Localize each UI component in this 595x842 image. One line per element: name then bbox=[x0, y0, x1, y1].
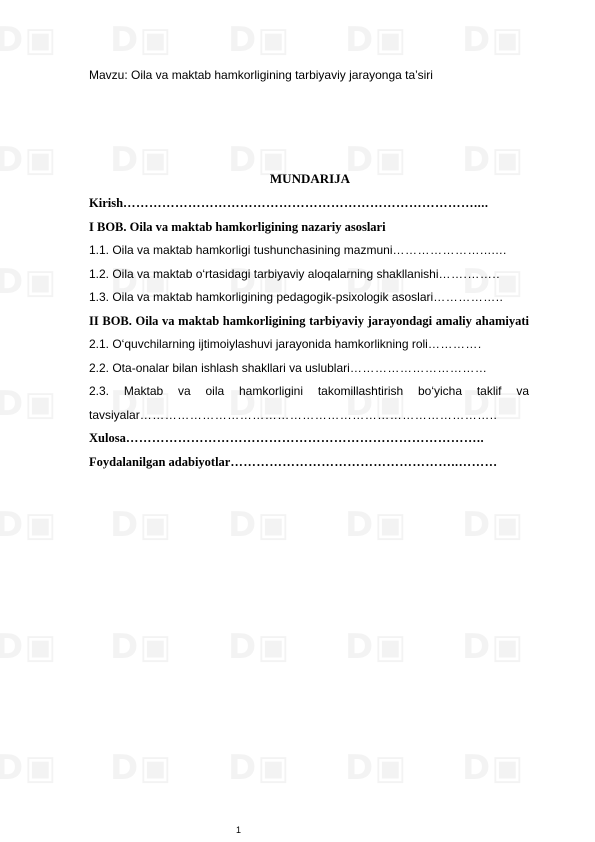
toc-leader-dots: ………………………………………………………………………….. bbox=[139, 407, 498, 422]
document-topic: Mavzu: Oila va maktab hamkorligining tarbiyaviy jarayonga ta’siri bbox=[89, 68, 433, 82]
toc-entry-1-1[interactable] bbox=[89, 239, 529, 263]
toc-chapter-2[interactable] bbox=[89, 310, 529, 334]
toc-entry-label: 1.3. Oila va maktab hamkorligining pedagogik-psixologik asoslari bbox=[89, 290, 434, 304]
toc-entry-2-3[interactable] bbox=[89, 380, 529, 427]
toc-leader-dots: ……………………………………………..……… bbox=[230, 454, 498, 469]
toc-leader-dots: …………. bbox=[427, 337, 482, 351]
toc-entry-label: Xulosa bbox=[89, 431, 126, 445]
toc-leader-dots: …………….. bbox=[433, 290, 504, 304]
toc-entry-references[interactable] bbox=[89, 451, 529, 475]
toc-entry-2-1[interactable] bbox=[89, 333, 529, 357]
toc-entry-1-3[interactable] bbox=[89, 286, 529, 310]
toc-chapter-1[interactable] bbox=[89, 216, 529, 240]
toc-leader-dots: …….…….. bbox=[438, 266, 501, 281]
table-of-contents bbox=[89, 192, 529, 474]
toc-entry-label: 2.3. Maktab va oila hamkorligini takomillashtirish bo‘yicha taklif va tavsiyalar bbox=[89, 384, 529, 422]
toc-entry-label: 2.1. O‘quvchilarning ijtimoiylashuvi jarayonida hamkorlikning roli bbox=[89, 337, 428, 351]
toc-entry-label: 1.1. Oila va maktab hamkorligi tushunchasining mazmuni bbox=[89, 243, 393, 257]
toc-leader-dots: ……………………………………………………………………….. bbox=[125, 431, 485, 445]
toc-entry-conclusion[interactable] bbox=[89, 427, 529, 451]
toc-entry-2-2[interactable] bbox=[89, 357, 529, 381]
toc-entry-label: Kirish bbox=[89, 196, 124, 210]
toc-leader-dots: …………………....... bbox=[392, 243, 507, 257]
toc-leader-dots: …………………………… bbox=[349, 360, 488, 375]
page-number: 1 bbox=[236, 825, 242, 835]
toc-leader-dots: ……………………………………………………………………….... bbox=[123, 196, 489, 210]
toc-entry-label: 2.2. Ota-onalar bilan ishlash shakllari va uslublari bbox=[89, 360, 350, 375]
toc-entry-label: I BOB. Oila va maktab hamkorligining nazariy asoslari bbox=[89, 219, 386, 234]
toc-entry-label: II BOB. Oila va maktab hamkorligining tarbiyaviy jarayondagi amaliy ahamiyati bbox=[89, 313, 529, 328]
toc-entry-1-2[interactable] bbox=[89, 263, 529, 287]
page-title: MUNDARIJA bbox=[269, 171, 351, 186]
toc-entry-label: Foydalanilgan adabiyotlar bbox=[89, 454, 231, 469]
toc-entry-intro[interactable] bbox=[89, 192, 529, 216]
toc-entry-label: 1.2. Oila va maktab o‘rtasidagi tarbiyaviy aloqalarning shakllanishi bbox=[89, 266, 439, 281]
